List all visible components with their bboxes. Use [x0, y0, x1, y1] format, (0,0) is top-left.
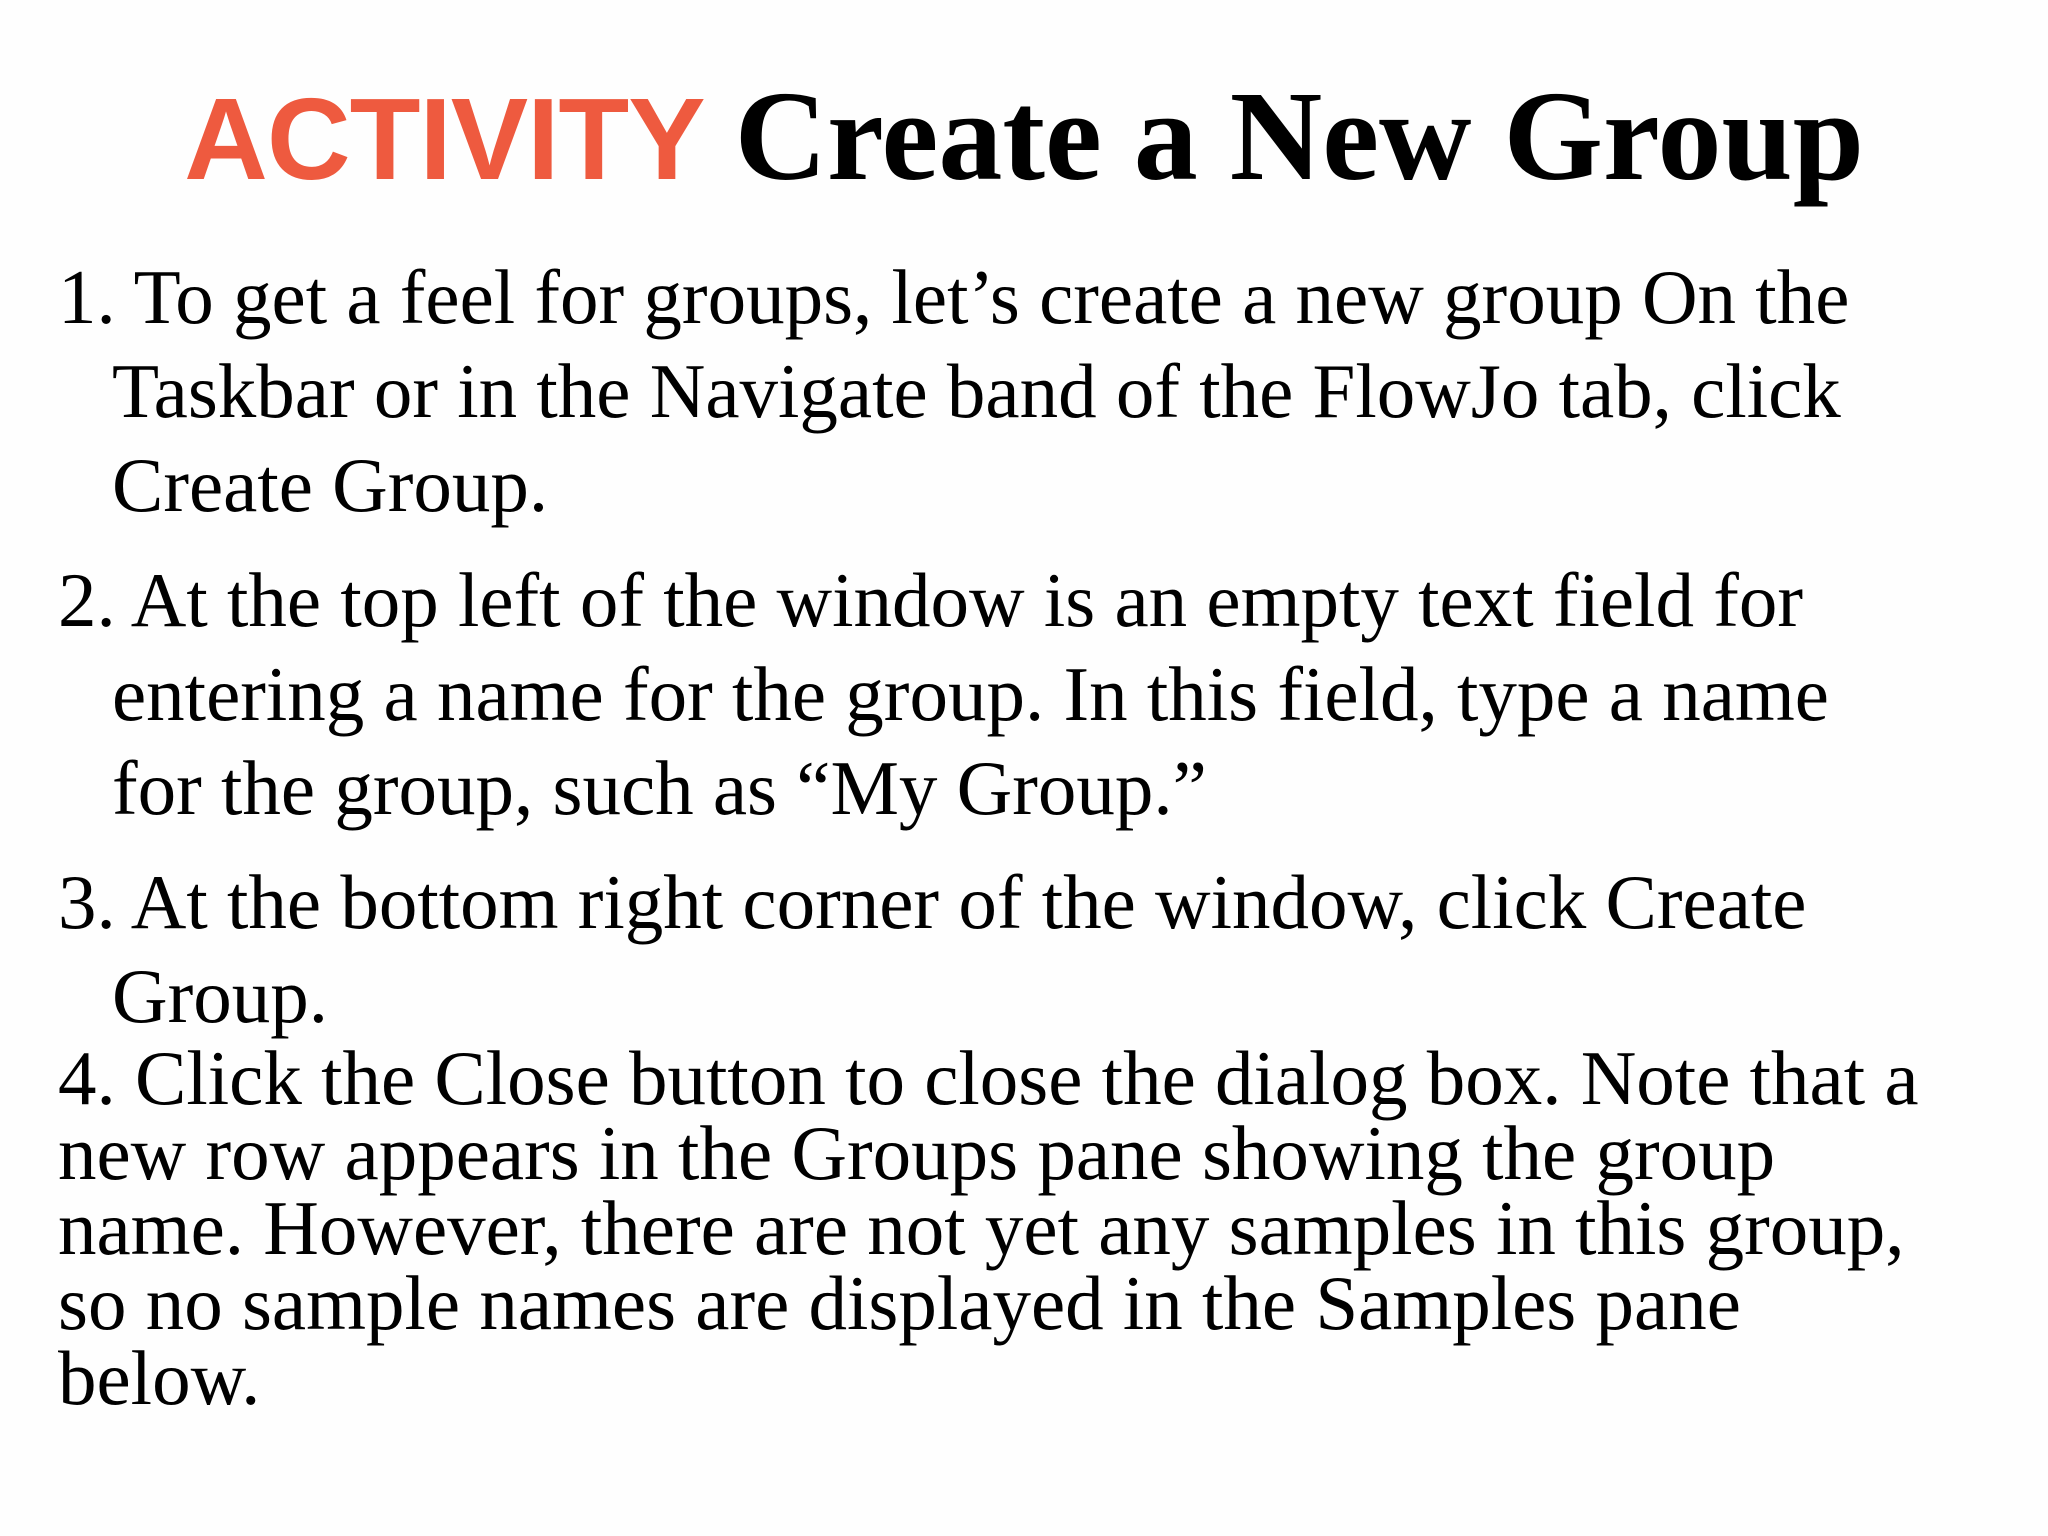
- step-2-line-1: 2. At the top left of the window is an empty text field for: [58, 557, 1803, 643]
- instruction-step-3: [58, 855, 2018, 1043]
- activity-tag: ACTIVITY: [184, 74, 705, 204]
- step-3-line-2: Group.: [112, 953, 328, 1039]
- step-4-line-4: so no sample names are displayed in the Samples pane: [58, 1260, 1741, 1346]
- step-1-line-1: 1. To get a feel for groups, let’s create a new group On the: [58, 254, 1850, 340]
- step-4-line-3: name. However, there are not yet any samples in this group,: [58, 1185, 1905, 1271]
- step-4-line-2: new row appears in the Groups pane showing the group: [58, 1110, 1776, 1196]
- step-4-line-5: below.: [58, 1335, 261, 1421]
- step-1-line-2: Taskbar or in the Navigate band of the FlowJo tab, click: [112, 348, 1841, 434]
- step-2-line-2: entering a name for the group. In this field, type a name: [112, 651, 1829, 737]
- instruction-step-1: [58, 250, 2018, 532]
- instruction-step-4: [58, 1035, 2018, 1421]
- step-3-line-1: 3. At the bottom right corner of the window, click Create: [58, 859, 1807, 945]
- step-4-line-1: 4. Click the Close button to close the dialog box. Note that a: [58, 1035, 1919, 1121]
- slide-title: [0, 65, 2048, 207]
- step-2-line-3: for the group, such as “My Group.”: [112, 745, 1207, 831]
- title-heading: Create a New Group: [734, 65, 1864, 207]
- instruction-step-2: [58, 553, 2018, 835]
- step-1-line-3: Create Group.: [112, 442, 549, 528]
